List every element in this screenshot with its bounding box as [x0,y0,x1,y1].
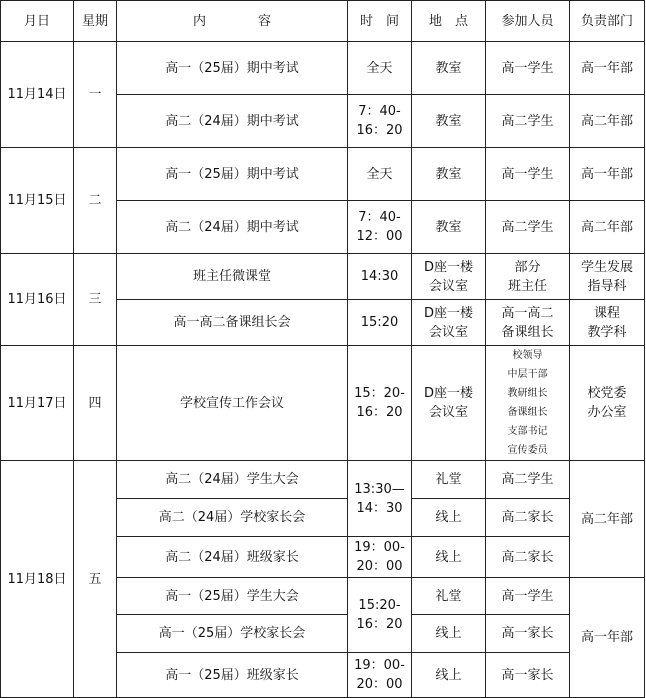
time-cell: 15：20- 16：20 [348,346,412,461]
content-cell: 高二（24届）班级家长 [117,537,348,578]
participants-cell: 校领导 中层干部 教研组长 备课组长 支部书记 宣传委员 [486,346,570,461]
table-row [1,346,645,461]
time-cell: 15:20 [348,300,412,346]
content-cell: 学校宣传工作会议 [117,346,348,461]
place-cell: D座一楼 会议室 [412,300,486,346]
time-cell: 全天 [348,42,412,95]
participants-cell: 高二家长 [486,499,570,537]
place-cell: 教室 [412,42,486,95]
content-cell: 高一（25届）学校家长会 [117,615,348,653]
department-cell: 课程 教学科 [570,300,645,346]
header-row [1,1,645,42]
date-cell: 11月14日 [1,42,74,148]
participants-cell: 高一学生 [486,42,570,95]
header-place: 地 点 [412,1,486,42]
date-cell: 11月16日 [1,254,74,346]
participants-cell: 高二学生 [486,201,570,254]
weekday-cell: 五 [74,461,117,698]
time-cell: 14:30 [348,254,412,300]
header-date: 月日 [1,1,74,42]
participants-cell: 高一高二 备课组长 [486,300,570,346]
department-cell: 高二年部 [570,95,645,148]
time-cell: 19：00- 20：00 [348,537,412,578]
time-cell: 全天 [348,148,412,201]
department-cell: 高二年部 [570,201,645,254]
place-cell: 线上 [412,537,486,578]
participants-cell: 高一学生 [486,578,570,615]
table-row [1,254,645,300]
weekday-cell: 一 [74,42,117,148]
weekday-cell: 四 [74,346,117,461]
time-cell: 7：40- 16：20 [348,95,412,148]
participants-cell: 高一家长 [486,653,570,698]
department-cell: 高一年部 [570,148,645,201]
date-cell: 11月18日 [1,461,74,698]
date-cell: 11月15日 [1,148,74,254]
place-cell: 教室 [412,95,486,148]
content-cell: 高二（24届）学生大会 [117,461,348,499]
time-cell: 7：40- 12：00 [348,201,412,254]
place-cell: 教室 [412,201,486,254]
participants-cell: 高一家长 [486,615,570,653]
place-cell: D座一楼 会议室 [412,254,486,300]
weekday-cell: 三 [74,254,117,346]
header-participants: 参加人员 [486,1,570,42]
time-cell: 13:30— 14：30 [348,461,412,537]
place-cell: 线上 [412,615,486,653]
department-cell: 高一年部 [570,42,645,95]
table-row [1,461,645,499]
table-row [1,42,645,95]
participants-cell: 高二学生 [486,461,570,499]
department-cell: 高一年部 [570,578,645,698]
place-cell: D座一楼 会议室 [412,346,486,461]
content-cell: 高二（24届）期中考试 [117,95,348,148]
place-cell: 线上 [412,499,486,537]
content-cell: 高二（24届）学校家长会 [117,499,348,537]
participants-cell: 高二家长 [486,537,570,578]
place-cell: 线上 [412,653,486,698]
header-department: 负责部门 [570,1,645,42]
content-cell: 高一（25届）班级家长 [117,653,348,698]
table-row [1,148,645,201]
date-cell: 11月17日 [1,346,74,461]
time-cell: 15:20- 16：20 [348,578,412,653]
time-cell: 19：00- 20：00 [348,653,412,698]
weekday-cell: 二 [74,148,117,254]
content-cell: 班主任微课堂 [117,254,348,300]
header-content: 内 容 [117,1,348,42]
content-cell: 高一（25届）期中考试 [117,148,348,201]
participants-cell: 高二学生 [486,95,570,148]
header-time: 时 间 [348,1,412,42]
content-cell: 高一（25届）学生大会 [117,578,348,615]
content-cell: 高二（24届）期中考试 [117,201,348,254]
place-cell: 教室 [412,148,486,201]
place-cell: 礼堂 [412,578,486,615]
participants-cell: 部分 班主任 [486,254,570,300]
department-cell: 校党委 办公室 [570,346,645,461]
place-cell: 礼堂 [412,461,486,499]
content-cell: 高一（25届）期中考试 [117,42,348,95]
header-weekday: 星期 [74,1,117,42]
department-cell: 学生发展 指导科 [570,254,645,300]
content-cell: 高一高二备课组长会 [117,300,348,346]
participants-cell: 高一学生 [486,148,570,201]
department-cell: 高二年部 [570,461,645,578]
